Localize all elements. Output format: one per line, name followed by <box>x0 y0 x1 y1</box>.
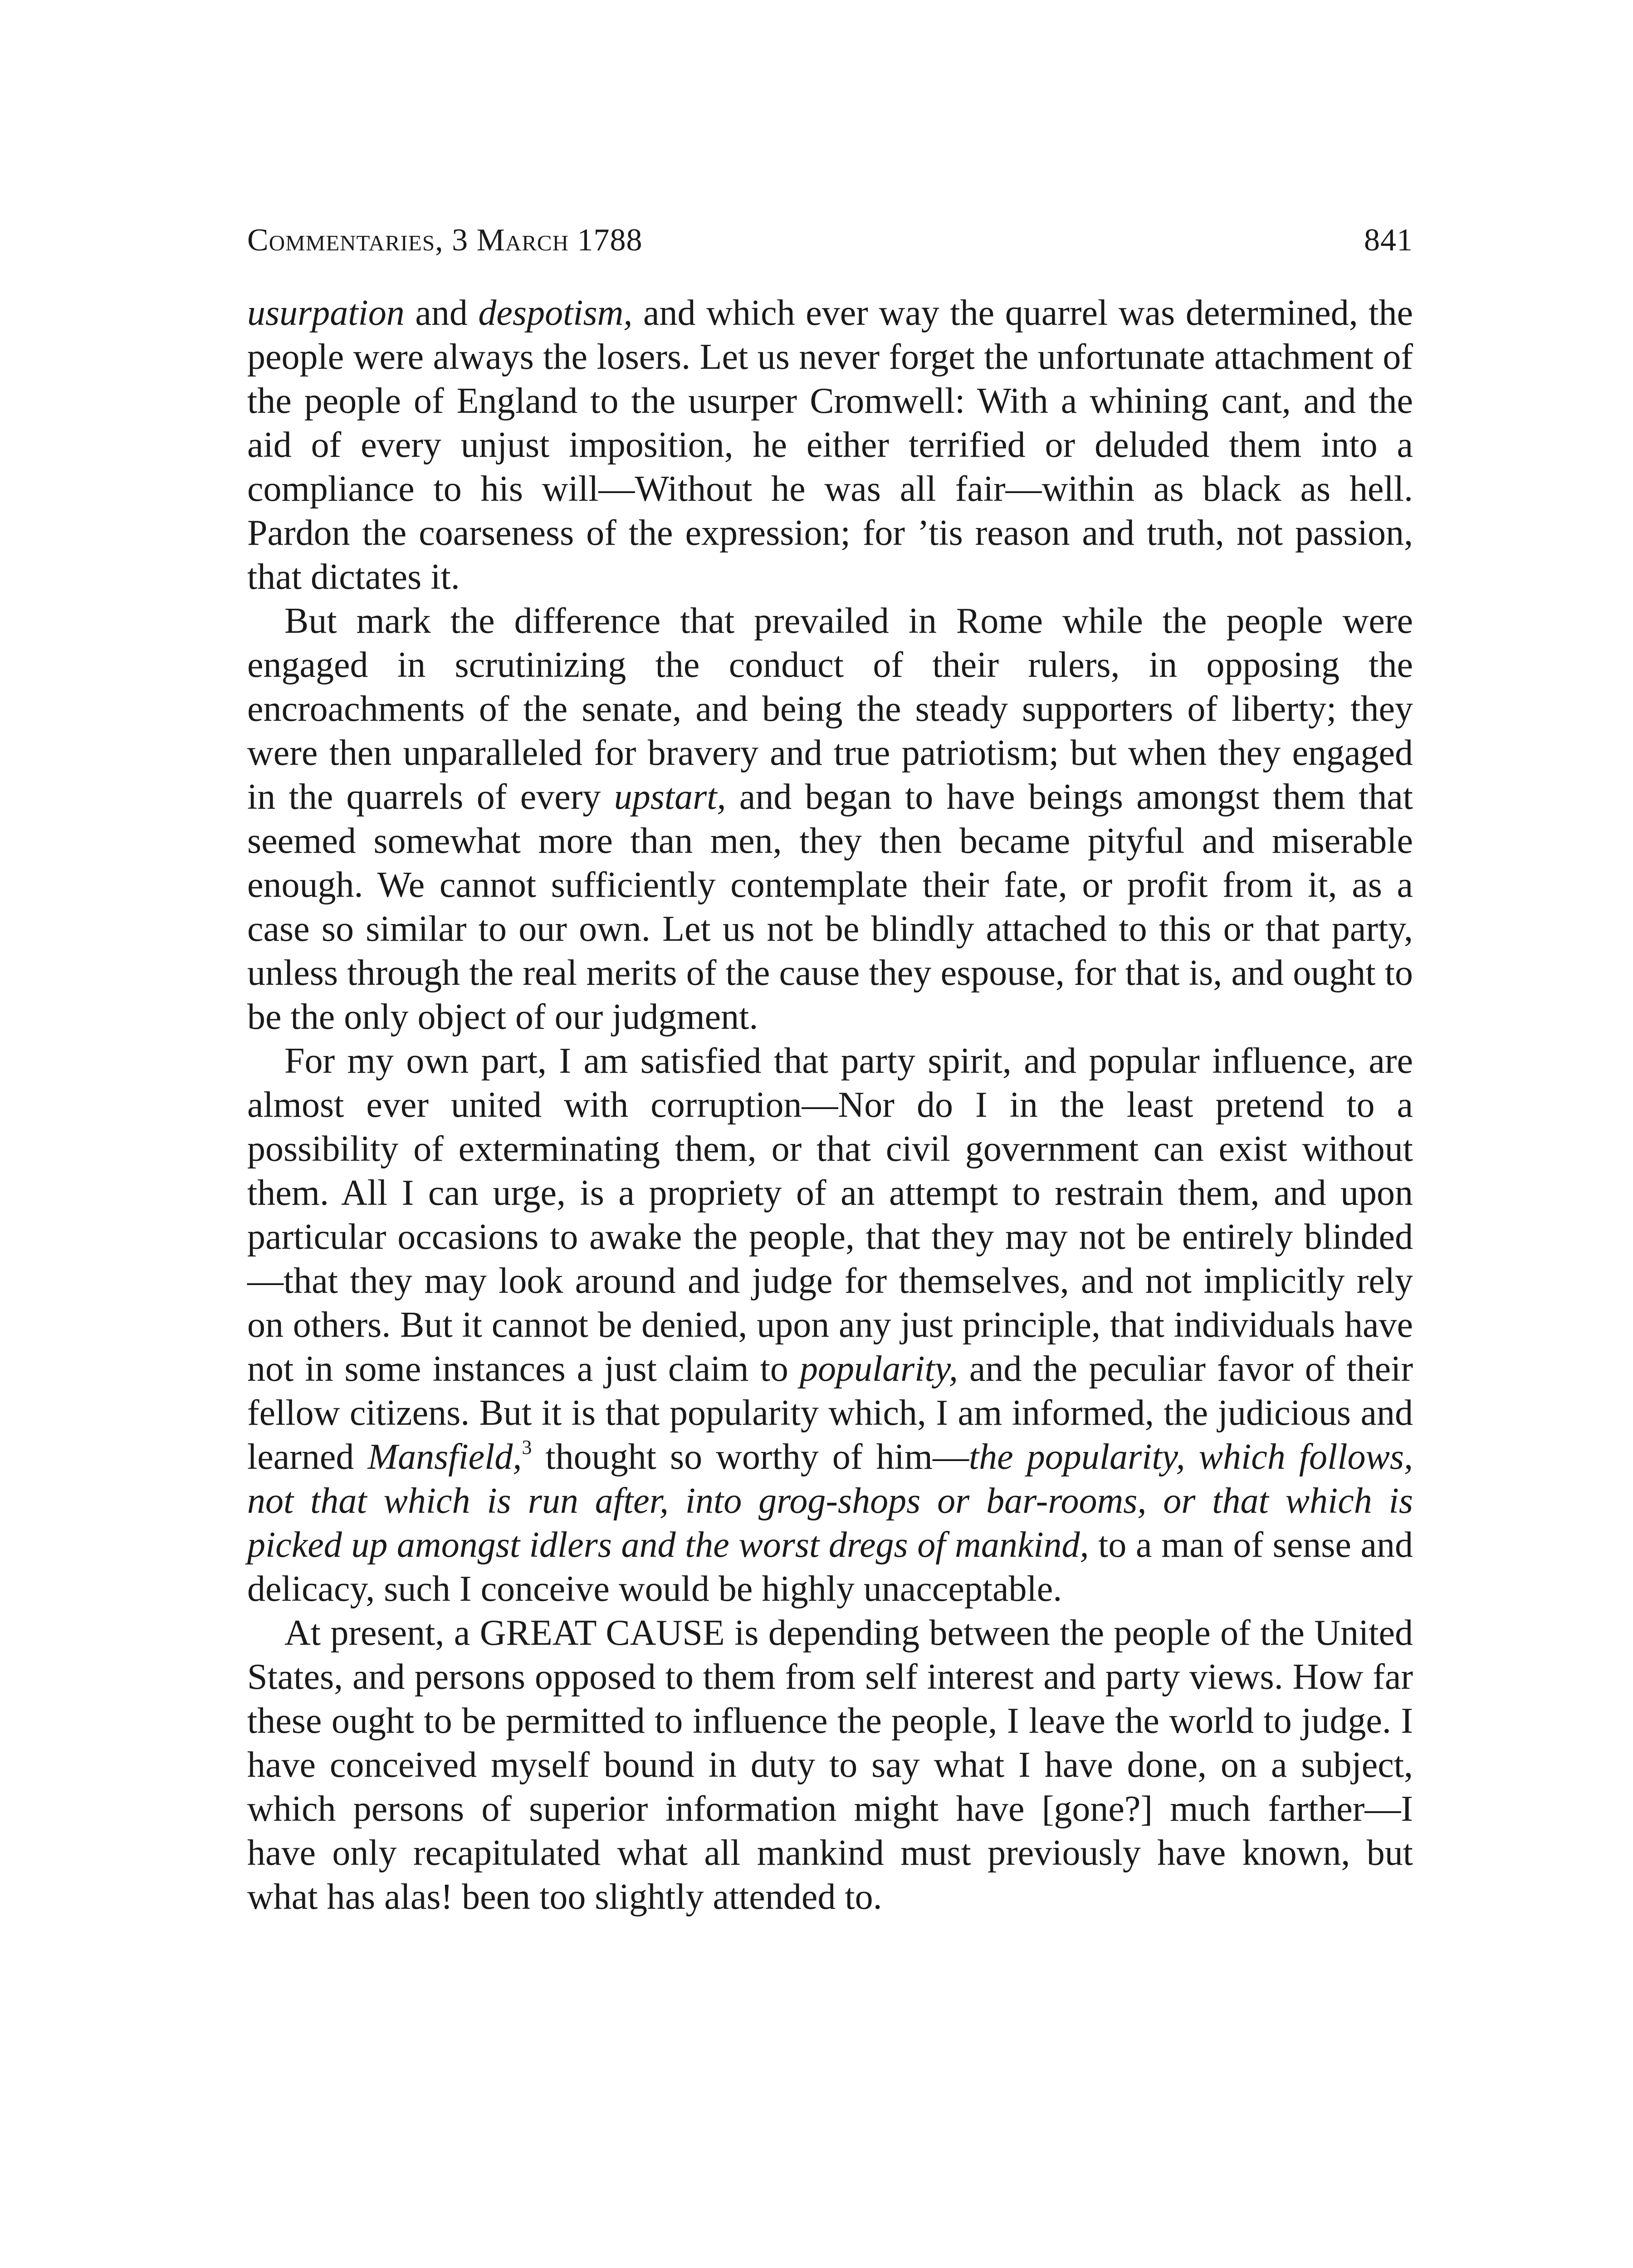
footnote-reference: 3 <box>522 1436 532 1458</box>
italic-text: the popularity, which follows, not that which is run after, into grog-shops or bar-rooms, or that which is picked up amongst idlers and the worst dregs of mankind, <box>247 1437 1413 1565</box>
page-number: 841 <box>1364 223 1413 258</box>
text-run: For my own part, I am satisfied that party spirit, and popular influence, are almost ever united with corruption—Nor do I in the least pretend to a possibility of exterminating them, or that civil government can exist without them. All I can urge, is a propriety of an attempt to restrain them, and upon particular occasions to awake the people, that they may not be entirely blinded—that they may look around and judge for themselves, and not implicitly rely on others. But it cannot be denied, upon any just principle, that individuals have not in some instances a just claim to <box>247 1041 1413 1389</box>
running-head <box>247 218 1413 263</box>
text-run: and which ever way the quarrel was determined, the people were always the losers. Let us never forget the unfortunate attachment of the people of England to the usurper Cromwell: With a whining cant, and the aid of every unjust imposition, he either terrified or deluded them into a compliance to his will—Without he was all fair—within as black as hell. Pardon the coarseness of the expression; for ’tis reason and truth, not passion, that dictates it. <box>247 293 1413 597</box>
italic-text: upstart, <box>614 777 726 817</box>
italic-text: despotism, <box>478 293 633 333</box>
paragraph <box>247 291 1413 599</box>
italic-text: Mansfield, <box>367 1437 522 1477</box>
text-run: and <box>404 293 479 333</box>
paragraph <box>247 599 1413 1039</box>
italic-text: popularity, <box>799 1349 958 1389</box>
text-run: and began to have beings amongst them that seemed somewhat more than men, they then became pityful and miserable enough. We cannot sufficiently contemplate their fate, or profit from it, as a case so similar to our own. Let us not be blindly attached to this or that party, unless through the real merits of the cause they espouse, for that is, and ought to be the only object of our judgment. <box>247 777 1413 1037</box>
paragraph <box>247 1039 1413 1611</box>
text-run: to a man of sense and delicacy, such I conceive would be highly unacceptable. <box>247 1525 1413 1609</box>
document-page <box>247 218 1413 1919</box>
text-run: thought so worthy of him— <box>532 1437 969 1477</box>
body-text <box>247 291 1413 1919</box>
paragraph <box>247 1611 1413 1919</box>
running-title: Commentaries, 3 March 1788 <box>247 223 643 258</box>
text-run: At present, a GREAT CAUSE is depending between the people of the United States, and persons opposed to them from self interest and party views. How far these ought to be permitted to influence the people, I leave the world to judge. I have conceived myself bound in duty to say what I have done, on a subject, which persons of superior information might have [gone?] much farther—I have only recapitulated what all mankind must previously have known, but what has alas! been too slightly attended to. <box>247 1613 1413 1917</box>
text-run: and the peculiar favor of their fellow citizens. But it is that popularity which, I am informed, the judicious and learned <box>247 1349 1413 1477</box>
italic-text: usurpation <box>247 293 405 333</box>
text-run: But mark the difference that prevailed in Rome while the people were engaged in scrutinizing the conduct of their rulers, in opposing the encroachments of the senate, and being the steady supporters of liberty; they were then unparalleled for bravery and true patriotism; but when they engaged in the quarrels of every <box>247 601 1413 817</box>
